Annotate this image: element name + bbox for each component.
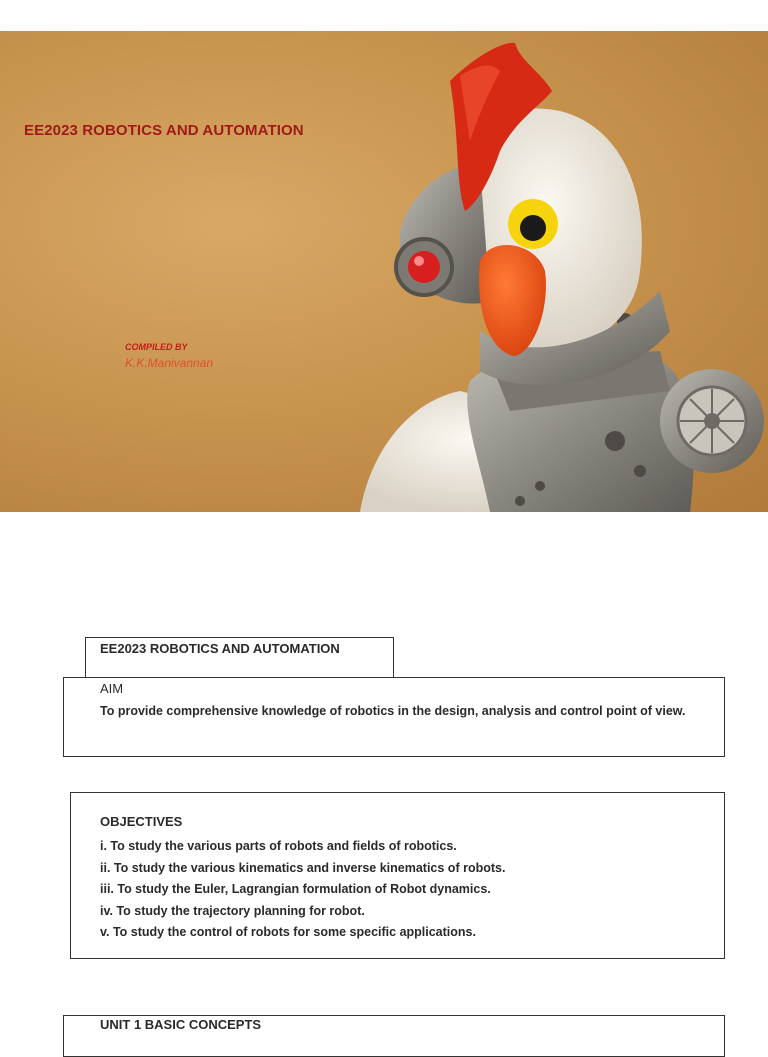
objectives-list xyxy=(100,836,505,944)
objective-item: ii. To study the various kinematics and inverse kinematics of robots. xyxy=(100,860,506,875)
objective-item: iv. To study the trajectory planning for robot. xyxy=(100,903,365,918)
robot-chicken-illustration xyxy=(340,31,768,512)
unit-section xyxy=(63,1015,725,1057)
aim-heading: AIM xyxy=(100,681,124,696)
objective-item: iii. To study the Euler, Lagrangian formulation of Robot dynamics. xyxy=(100,882,491,896)
syllabus-title: EE2023 ROBOTICS AND AUTOMATION xyxy=(100,641,340,656)
objective-item: v. To study the control of robots for some specific applications. xyxy=(100,925,476,939)
compiler-name: K.K.Manivannan xyxy=(125,356,214,370)
objectives-heading: OBJECTIVES xyxy=(100,814,183,829)
aim-section xyxy=(63,677,725,757)
objectives-section xyxy=(70,792,725,959)
cover-page xyxy=(0,31,768,512)
objective-item: i. To study the various parts of robots and fields of robotics. xyxy=(100,839,457,853)
compiled-by-label: COMPILED BY xyxy=(125,342,188,352)
syllabus-title-box xyxy=(85,637,394,678)
unit-heading: UNIT 1 BASIC CONCEPTS xyxy=(100,1017,262,1032)
aim-text: To provide comprehensive knowledge of robotics in the design, analysis and control point of view. xyxy=(100,704,686,718)
cover-title: EE2023 ROBOTICS AND AUTOMATION xyxy=(24,122,304,139)
